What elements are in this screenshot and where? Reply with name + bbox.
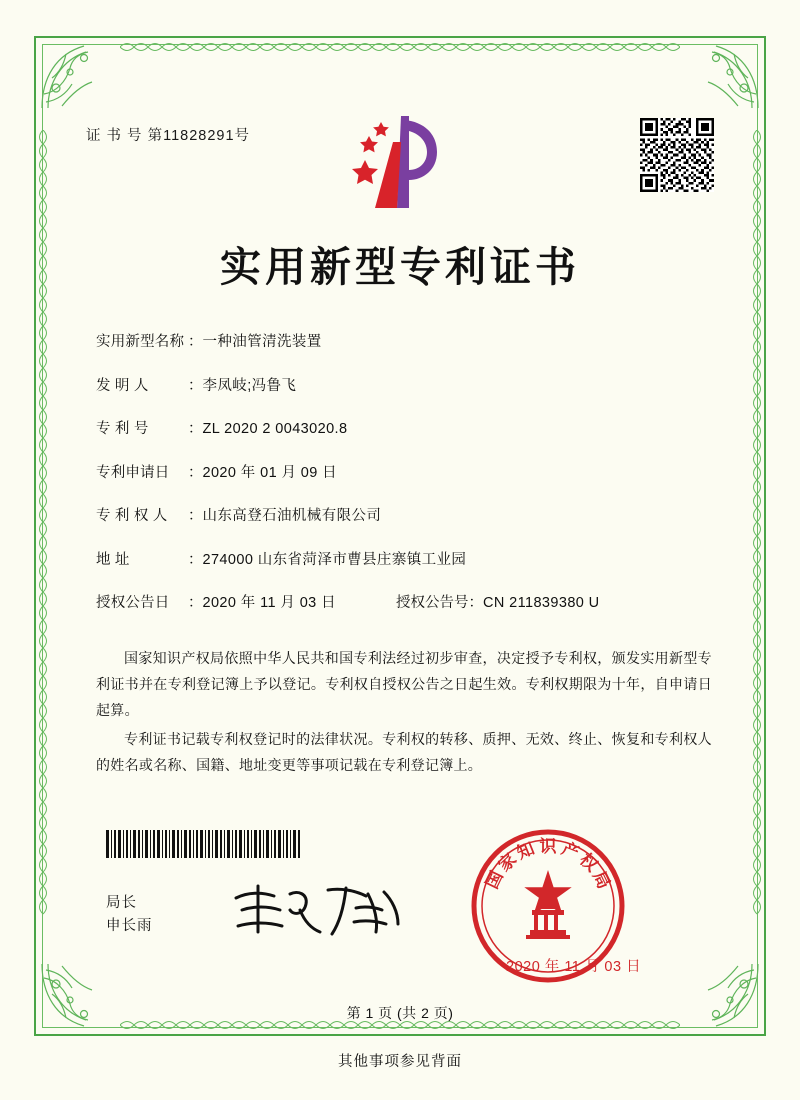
field-colon: ： [188, 551, 203, 568]
field-row-patentee [96, 504, 716, 525]
field-value: 2020 年 01 月 09 日 [202, 464, 338, 481]
field-list [96, 330, 716, 635]
field-label: 发 明 人 [96, 377, 149, 394]
field-value: 一种油管清洗装置 [202, 334, 322, 350]
director-name: 申长雨 [106, 918, 153, 934]
svg-text:知: 知 [514, 838, 538, 864]
field-value: 李凤岐;冯鲁飞 [202, 377, 297, 394]
svg-text:产: 产 [558, 838, 582, 864]
field-colon: ： [188, 595, 203, 611]
field-label-secondary: 授权公告号 [395, 595, 469, 611]
corner-ornament-icon [690, 38, 764, 112]
field-label: 授权公告日 [96, 595, 170, 611]
page-title: 实用新型专利证书 [220, 243, 580, 291]
director-title-label: 局长 [106, 895, 137, 911]
field-row-application-date [96, 461, 716, 482]
field-label: 专 利 权 人 [96, 508, 168, 524]
field-row-utility-model-name [96, 330, 716, 351]
field-value: 2020 年 11 月 03 日 [202, 595, 336, 611]
field-label: 专 利 号 [96, 421, 149, 437]
field-row-grant-announcement [96, 591, 716, 612]
field-value: ZL 2020 2 0043020.8 [202, 421, 348, 437]
legal-text-block [96, 645, 712, 781]
field-colon: ： [188, 508, 203, 524]
field-row-inventor [96, 374, 716, 395]
signature-block [106, 892, 153, 938]
certificate-number: 证 书 号 第11828291号 [86, 128, 251, 144]
svg-text:权: 权 [575, 849, 602, 876]
svg-text:国: 国 [482, 868, 508, 893]
cnipa-logo-icon [335, 112, 465, 212]
svg-text:局: 局 [588, 868, 614, 893]
field-value: 274000 山东省菏泽市曹县庄寨镇工业园 [202, 551, 467, 568]
field-value-secondary: CN 211839380 U [482, 595, 600, 611]
border-pattern-top [120, 40, 680, 54]
footer-note: 其他事项参见背面 [338, 1054, 462, 1070]
field-row-address [96, 548, 716, 569]
paragraph-2: 专利证书记载专利权登记时的法律状况。专利权的转移、质押、无效、终止、恢复和专利权人的姓名或名称、国籍、地址变更等事项记载在专利登记簿上。 [96, 731, 712, 773]
field-value: 山东高登石油机械有限公司 [202, 508, 382, 524]
field-colon: ： [188, 464, 203, 481]
qr-code-icon [640, 118, 714, 192]
field-label: 地 址 [96, 551, 130, 568]
svg-text:家: 家 [494, 849, 521, 876]
field-label: 专利申请日 [96, 464, 170, 481]
field-colon-secondary: ： [468, 595, 483, 611]
handwritten-signature-icon [228, 880, 408, 942]
seal-date: 2020 年 11 月 03 日 [506, 959, 642, 975]
field-colon: ： [188, 377, 203, 394]
barcode-icon [106, 830, 302, 858]
corner-ornament-icon [36, 38, 110, 112]
page-indicator: 第 1 页 (共 2 页) [346, 1005, 454, 1021]
svg-text:识: 识 [539, 837, 557, 857]
field-colon: ： [188, 421, 203, 437]
field-label: 实用新型名称 [96, 334, 185, 350]
field-colon: ： [188, 334, 203, 350]
field-row-patent-number [96, 417, 716, 438]
paragraph-1: 国家知识产权局依照中华人民共和国专利法经过初步审查，决定授予专利权，颁发实用新型专利证书并在专利登记簿上予以登记。专利权自授权公告之日起生效。专利权期限为十年，自申请日起算。 [96, 650, 712, 718]
